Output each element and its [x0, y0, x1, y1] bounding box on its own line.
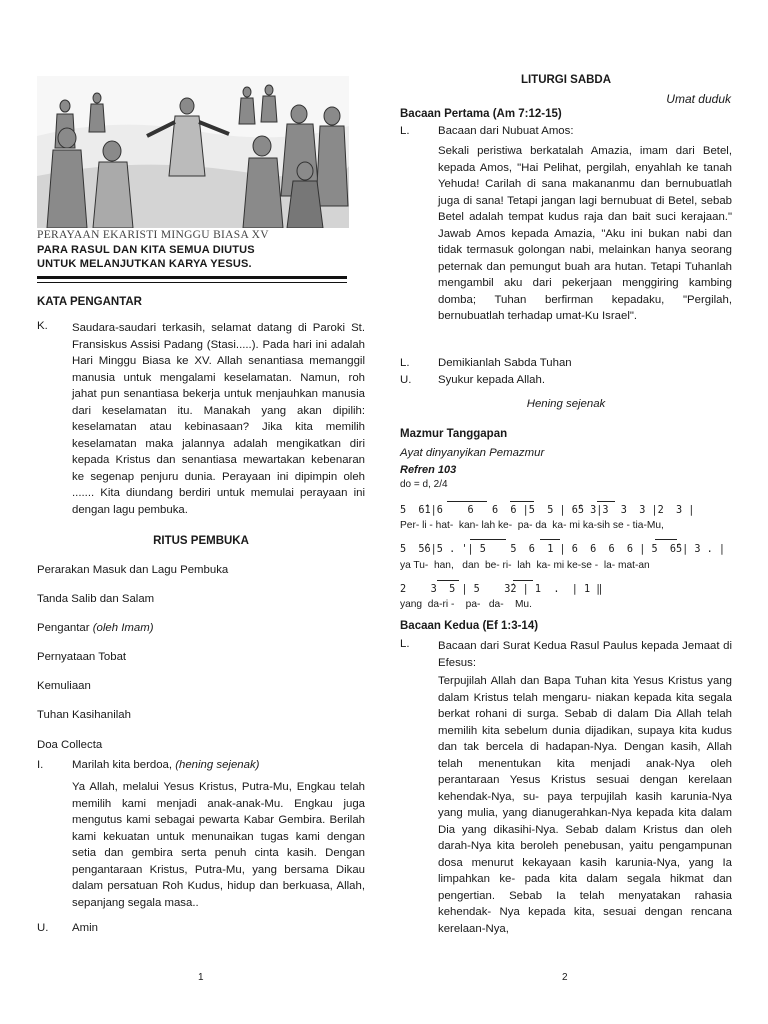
- u-label-2: U.: [400, 374, 412, 386]
- liturgi-sabda-heading: LITURGI SABDA: [520, 74, 612, 86]
- hening-sejenak: Hening sejenak: [526, 398, 606, 410]
- l-label-2: L.: [400, 357, 410, 369]
- bacaan-surat: Bacaan dari Surat Kedua Rasul Paulus kepada Jemaat di Efesus:: [438, 640, 732, 669]
- page-number-right: 2: [562, 972, 568, 983]
- beam-8: [513, 580, 533, 581]
- l-label-1: L.: [400, 125, 410, 137]
- u-label: U.: [37, 922, 49, 934]
- page-number-left: 1: [198, 972, 204, 983]
- beam-2: [510, 501, 534, 502]
- beam-4: [470, 539, 506, 540]
- marilah-line: [72, 759, 259, 771]
- perarakan-item: Perarakan Masuk dan Lagu Pembuka: [37, 564, 229, 576]
- theme-line-1: PARA RASUL DAN KITA SEMUA DIUTUS: [37, 244, 255, 256]
- amos-text: Sekali peristiwa berkatalah Amazia, imam dari Betel, kepada Amos, "Hai Pelihat, pergilah, enyahlah ke tanah Yehuda! Carilah di sana makananmu dan bernubuatlah juga di sana! Tetapi jangan lagi bernubuat di Betel, sebab Betel adalah tempat kudus raja dan bait suci kerajaan." Jawab Amos kepada Amazia, "Aku ini bukan nabi dan tidak termasuk golongan nabi, melainkan hanya seorang peternak dan pemungut buah ara hutan. Tetapi Tuhanlah mengambil aku dari pekerjaan menggiring kambing domba; Tuhan berfirman kepadaku, "Pergilah, bernubuatlah terhadap umat-Ku Israel".: [438, 145, 732, 322]
- beam-5: [540, 539, 560, 540]
- umat-duduk-note: Umat duduk: [666, 92, 731, 106]
- lyrics-line-2: ya Tu- han, dan be- ri- lah ka- mi ke-se - la- mat-an: [400, 560, 650, 571]
- i-label: I.: [37, 759, 44, 771]
- l-label-3: L.: [400, 638, 410, 650]
- bacaan-kedua-heading: Bacaan Kedua (Ef 1:3-14): [400, 620, 539, 632]
- syukur-text: Syukur kepada Allah.: [438, 374, 546, 386]
- key-signature: do = d, 2/4: [400, 479, 448, 490]
- efesus-text: Terpujilah Allah dan Bapa Tuhan kita Yesus Kristus yang dalam Kristus telah mengaru- niakan kepada kita segala berkat rohani di surga. Sebab di dalam Dia Allah telah memilih kita sebelum dunia dijadikan, supaya kita kudus dan tak bercela di hadapan-Nya. Dengan kasih, Allah telah menentukan kita menjadi anak-Nya oleh perantaraan Yesus Kristus sesuai dengan kerelaan kehendak-Nya, su- paya terpujilah kasih karunia-Nya yang mulia, yang dianugerahkan-Nya kepada kita dalam Dia yang dikasihi-Nya. Sebab dalam Kristus dan oleh darah-Nya kita beroleh penebusan, yaitu pengampunan dosa menurut kekayaan kasih karunia-Nya, yang Ia limpahkan ke- pada kita dalam segala hikmat dan pengertian. Sebab Ia telah menyatakan rahasia kehendak- Nya kepada kita, sesuai dengan rencana kerelaan-Nya,: [438, 675, 732, 935]
- bacaan-pertama-heading: Bacaan Pertama (Am 7:12-15): [400, 108, 562, 120]
- doa-collecta-item: Doa Collecta: [37, 739, 103, 751]
- beam-3: [597, 501, 615, 502]
- ritus-pembuka-heading: RITUS PEMBUKA: [153, 535, 249, 547]
- lyrics-line-1: Per- li - hat- kan- lah ke- pa- da ka- mi ka-sih se - tia-Mu,: [400, 520, 664, 531]
- beam-1: [447, 501, 487, 502]
- pengantar-item: [37, 622, 154, 634]
- bacaan-nubuat: Bacaan dari Nubuat Amos:: [438, 125, 574, 137]
- kemuliaan-item: Kemuliaan: [37, 680, 91, 692]
- pengantar-label: Pengantar: [37, 622, 90, 634]
- beam-7: [437, 580, 459, 581]
- notes-line-2: 5 5̂6|5 . '| 5 5 6 1 | 6 6 6 6 | 5 6̂5| 3 . |: [400, 544, 726, 555]
- pernyataan-tobat-item: Pernyataan Tobat: [37, 651, 127, 663]
- pengantar-note: (oleh Imam): [92, 622, 154, 634]
- celebration-subtitle: PERAYAAN EKARISTI MINGGU BIASA XV: [37, 229, 269, 241]
- refren-label: Refren 103: [400, 464, 457, 476]
- mazmur-heading: Mazmur Tanggapan: [400, 428, 508, 440]
- notes-line-1: 5 6̂1|6 6 6 6 |5 5 | 6̂5 3|3 3 3 |2 3 |: [400, 505, 695, 516]
- k-label: K.: [37, 320, 48, 332]
- hening-note: (hening sejenak): [175, 759, 260, 771]
- amin-text: Amin: [72, 922, 98, 934]
- theme-line-2: UNTUK MELANJUTKAN KARYA YESUS.: [37, 258, 252, 270]
- doa-text: Ya Allah, melalui Yesus Kristus, Putra-Mu, Engkau telah memilih kami menjadi anak-anak-Mu. Engkau juga mengutus kami sebagai pewarta Kabar Gembira. Berilah kami kekuatan untuk menunaikan tugas kami dengan setia dan gembira serta penuh cinta kasih. Dengan pengantaraan Kristus, Putra-Mu, yang bersama Dikau dalam persatuan Roh Kudus, hidup dan berkuasa, Allah, sepanjang segala masa..: [72, 781, 365, 909]
- marilah-text: Marilah kita berdoa,: [72, 759, 173, 771]
- beam-6: [655, 539, 677, 540]
- lyrics-line-3: yang da-ri - pa- da- Mu.: [400, 599, 532, 610]
- tuhan-kasihanilah-item: Tuhan Kasihanilah: [37, 709, 131, 721]
- ayat-note: Ayat dinyanyikan Pemazmur: [400, 447, 545, 459]
- demikianlah-text: Demikianlah Sabda Tuhan: [438, 357, 572, 369]
- notes-line-3: 2 3 5 | 5 3̂2 | 1 . | 1 ‖: [400, 584, 603, 595]
- kata-pengantar-heading: KATA PENGANTAR: [37, 296, 142, 308]
- apostles-illustration: [37, 76, 349, 228]
- tanda-salib-item: Tanda Salib dan Salam: [37, 593, 155, 605]
- heading-rule-thin: [37, 282, 347, 283]
- heading-rule-thick: [37, 276, 347, 279]
- kata-pengantar-text: Saudara-saudari terkasih, selamat datang di Paroki St. Fransiskus Assisi Padang (Stasi.....). Pada hari ini adalah Hari Minggu Biasa ke XV. Allah senantiasa memanggil manusia untuk mengalami keselamatan. Namun, roh jahat pun senantiasa bekerja untuk menjauhkan manusia dari keselamatan itu. Manakah yang akan dipilih: keselamatan atau kebinasaan? Jika kita memilih keselamatan maka jalannya adalah mengikatkan diri kepada Kristus dan senantiasa mewartakan kebenaran ke segenap penjuru dunia. Perayaan ini dipimpin oleh ....... Kita diundang berdiri untuk memulai perayaan ini dengan lagu pembuka.: [72, 322, 365, 516]
